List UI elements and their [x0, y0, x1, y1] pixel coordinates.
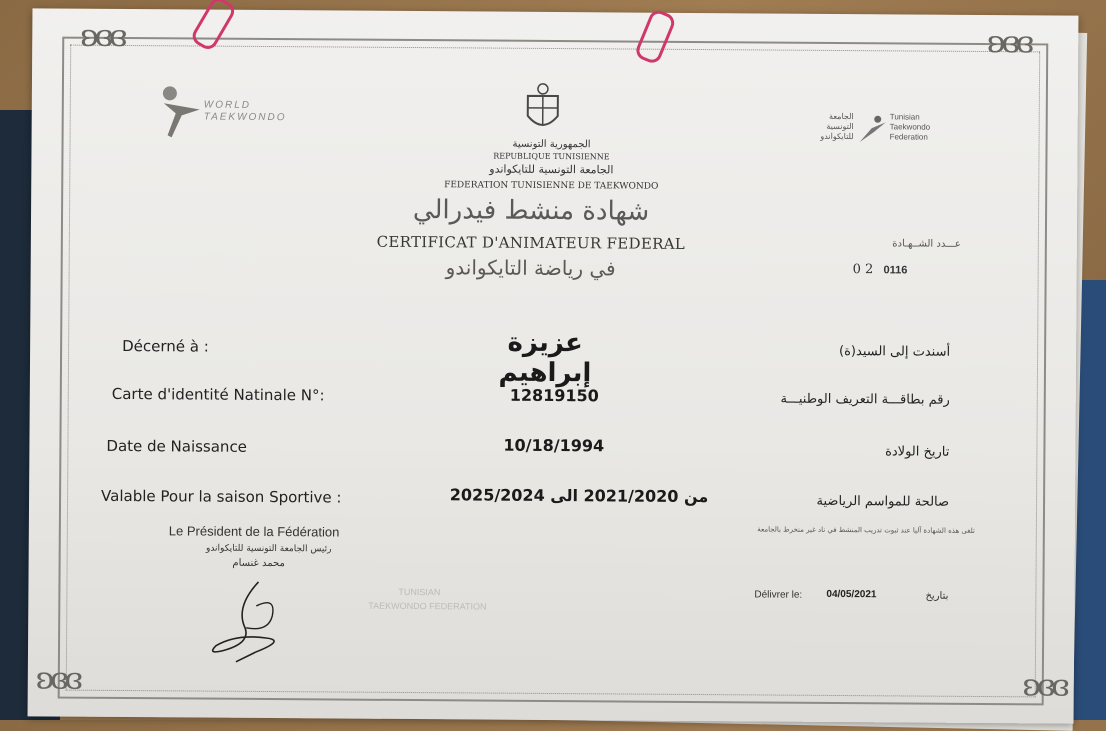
- logo-line-2: TAEKWONDO: [204, 112, 287, 125]
- awarded-to-label-arabic: أسندت إلى السيد(ة): [800, 344, 950, 360]
- cancellation-note: تلغى هذه الشهادة آليا عند ثبوت تدريب المنشط في ناد غير منخرط بالجامعة: [645, 525, 975, 535]
- birth-date-label-arabic: تاريخ الولادة: [799, 444, 949, 460]
- birth-date-label: Date de Naissance: [106, 437, 247, 456]
- birth-date-value: 10/18/1994: [503, 436, 604, 456]
- president-title: Le Président de la Fédération: [169, 523, 340, 539]
- id-card-number: 12819150: [510, 386, 599, 406]
- logo-ar-line-2: التونسية: [802, 122, 854, 132]
- awardee-name: عزيزة إبراهيم: [460, 327, 630, 388]
- id-card-label-arabic: رقم بطاقـــة التعريف الوطنيـــة: [730, 391, 950, 408]
- logo-ar-line-3: للتايكواندو: [802, 132, 854, 142]
- awarded-to-label: Décerné à :: [122, 337, 209, 356]
- delivered-date: 04/05/2021: [826, 589, 876, 600]
- federation-arabic: الجامعة التونسية للتايكواندو: [381, 161, 721, 178]
- validity-seasons: من 2021/2020 الى 2025/2024: [439, 485, 719, 506]
- logo-line-1: WORLD: [204, 100, 287, 113]
- coat-of-arms-icon: [524, 82, 562, 138]
- president-title-arabic: رئيس الجامعة التونسية للتايكواندو: [179, 543, 359, 554]
- logo-ar-line-1: الجامعة: [802, 112, 854, 122]
- corner-ornament-bottom-right: ʚɞɞ: [1022, 668, 1065, 703]
- world-taekwondo-logo: [160, 83, 206, 143]
- title-arabic: شهادة منشط فيدرالي: [361, 195, 701, 227]
- subtitle-arabic: في رياضة التايكواندو: [361, 255, 701, 281]
- stamp-line-2: TAEKWONDO FEDERATION: [368, 599, 486, 614]
- validity-label-arabic: صالحة للمواسم الرياضية: [769, 494, 949, 510]
- certificate-number-label: عـــدد الشــهـادة: [821, 238, 961, 250]
- delivered-label-arabic: بتاريخ: [908, 590, 948, 601]
- certificate-number-value: 0116: [883, 264, 907, 276]
- republic-french: REPUBLIQUE TUNISIENNE: [381, 150, 721, 163]
- validity-label: Valable Pour la saison Sportive :: [101, 487, 342, 507]
- federation-stamp: [368, 585, 486, 614]
- id-card-label: Carte d'identité Natinale N°:: [112, 385, 325, 404]
- republic-arabic: الجمهورية التونسية: [382, 137, 722, 152]
- certificate-number: [853, 262, 908, 277]
- corner-ornament-bottom-left: ʚɞɞ: [36, 661, 79, 696]
- tunisian-federation-logo: [802, 112, 942, 153]
- corner-ornament-top-right: ʚɞɞ: [987, 25, 1030, 60]
- corner-ornament-top-left: ʚɞɞ: [80, 19, 123, 54]
- president-name: محمد غنسام: [199, 558, 319, 570]
- kicker-icon: [858, 114, 888, 144]
- title-french: CERTIFICAT D'ANIMATEUR FEDERAL: [351, 233, 711, 254]
- federation-french: FEDERATION TUNISIENNE DE TAEKWONDO: [381, 176, 721, 196]
- certificate-number-prefix: 0 2: [853, 262, 874, 277]
- certificate-paper: [28, 8, 1079, 723]
- logo-en-line-3: Federation: [890, 132, 931, 142]
- logo-en-line-1: Tunisian: [890, 112, 931, 122]
- stamp-line-1: TUNISIAN: [368, 585, 486, 600]
- delivered-label: Délivrer le:: [754, 589, 802, 600]
- president-signature: [196, 576, 307, 669]
- logo-en-line-2: Taekwondo: [890, 122, 931, 132]
- taekwondo-figure-icon: [160, 83, 206, 139]
